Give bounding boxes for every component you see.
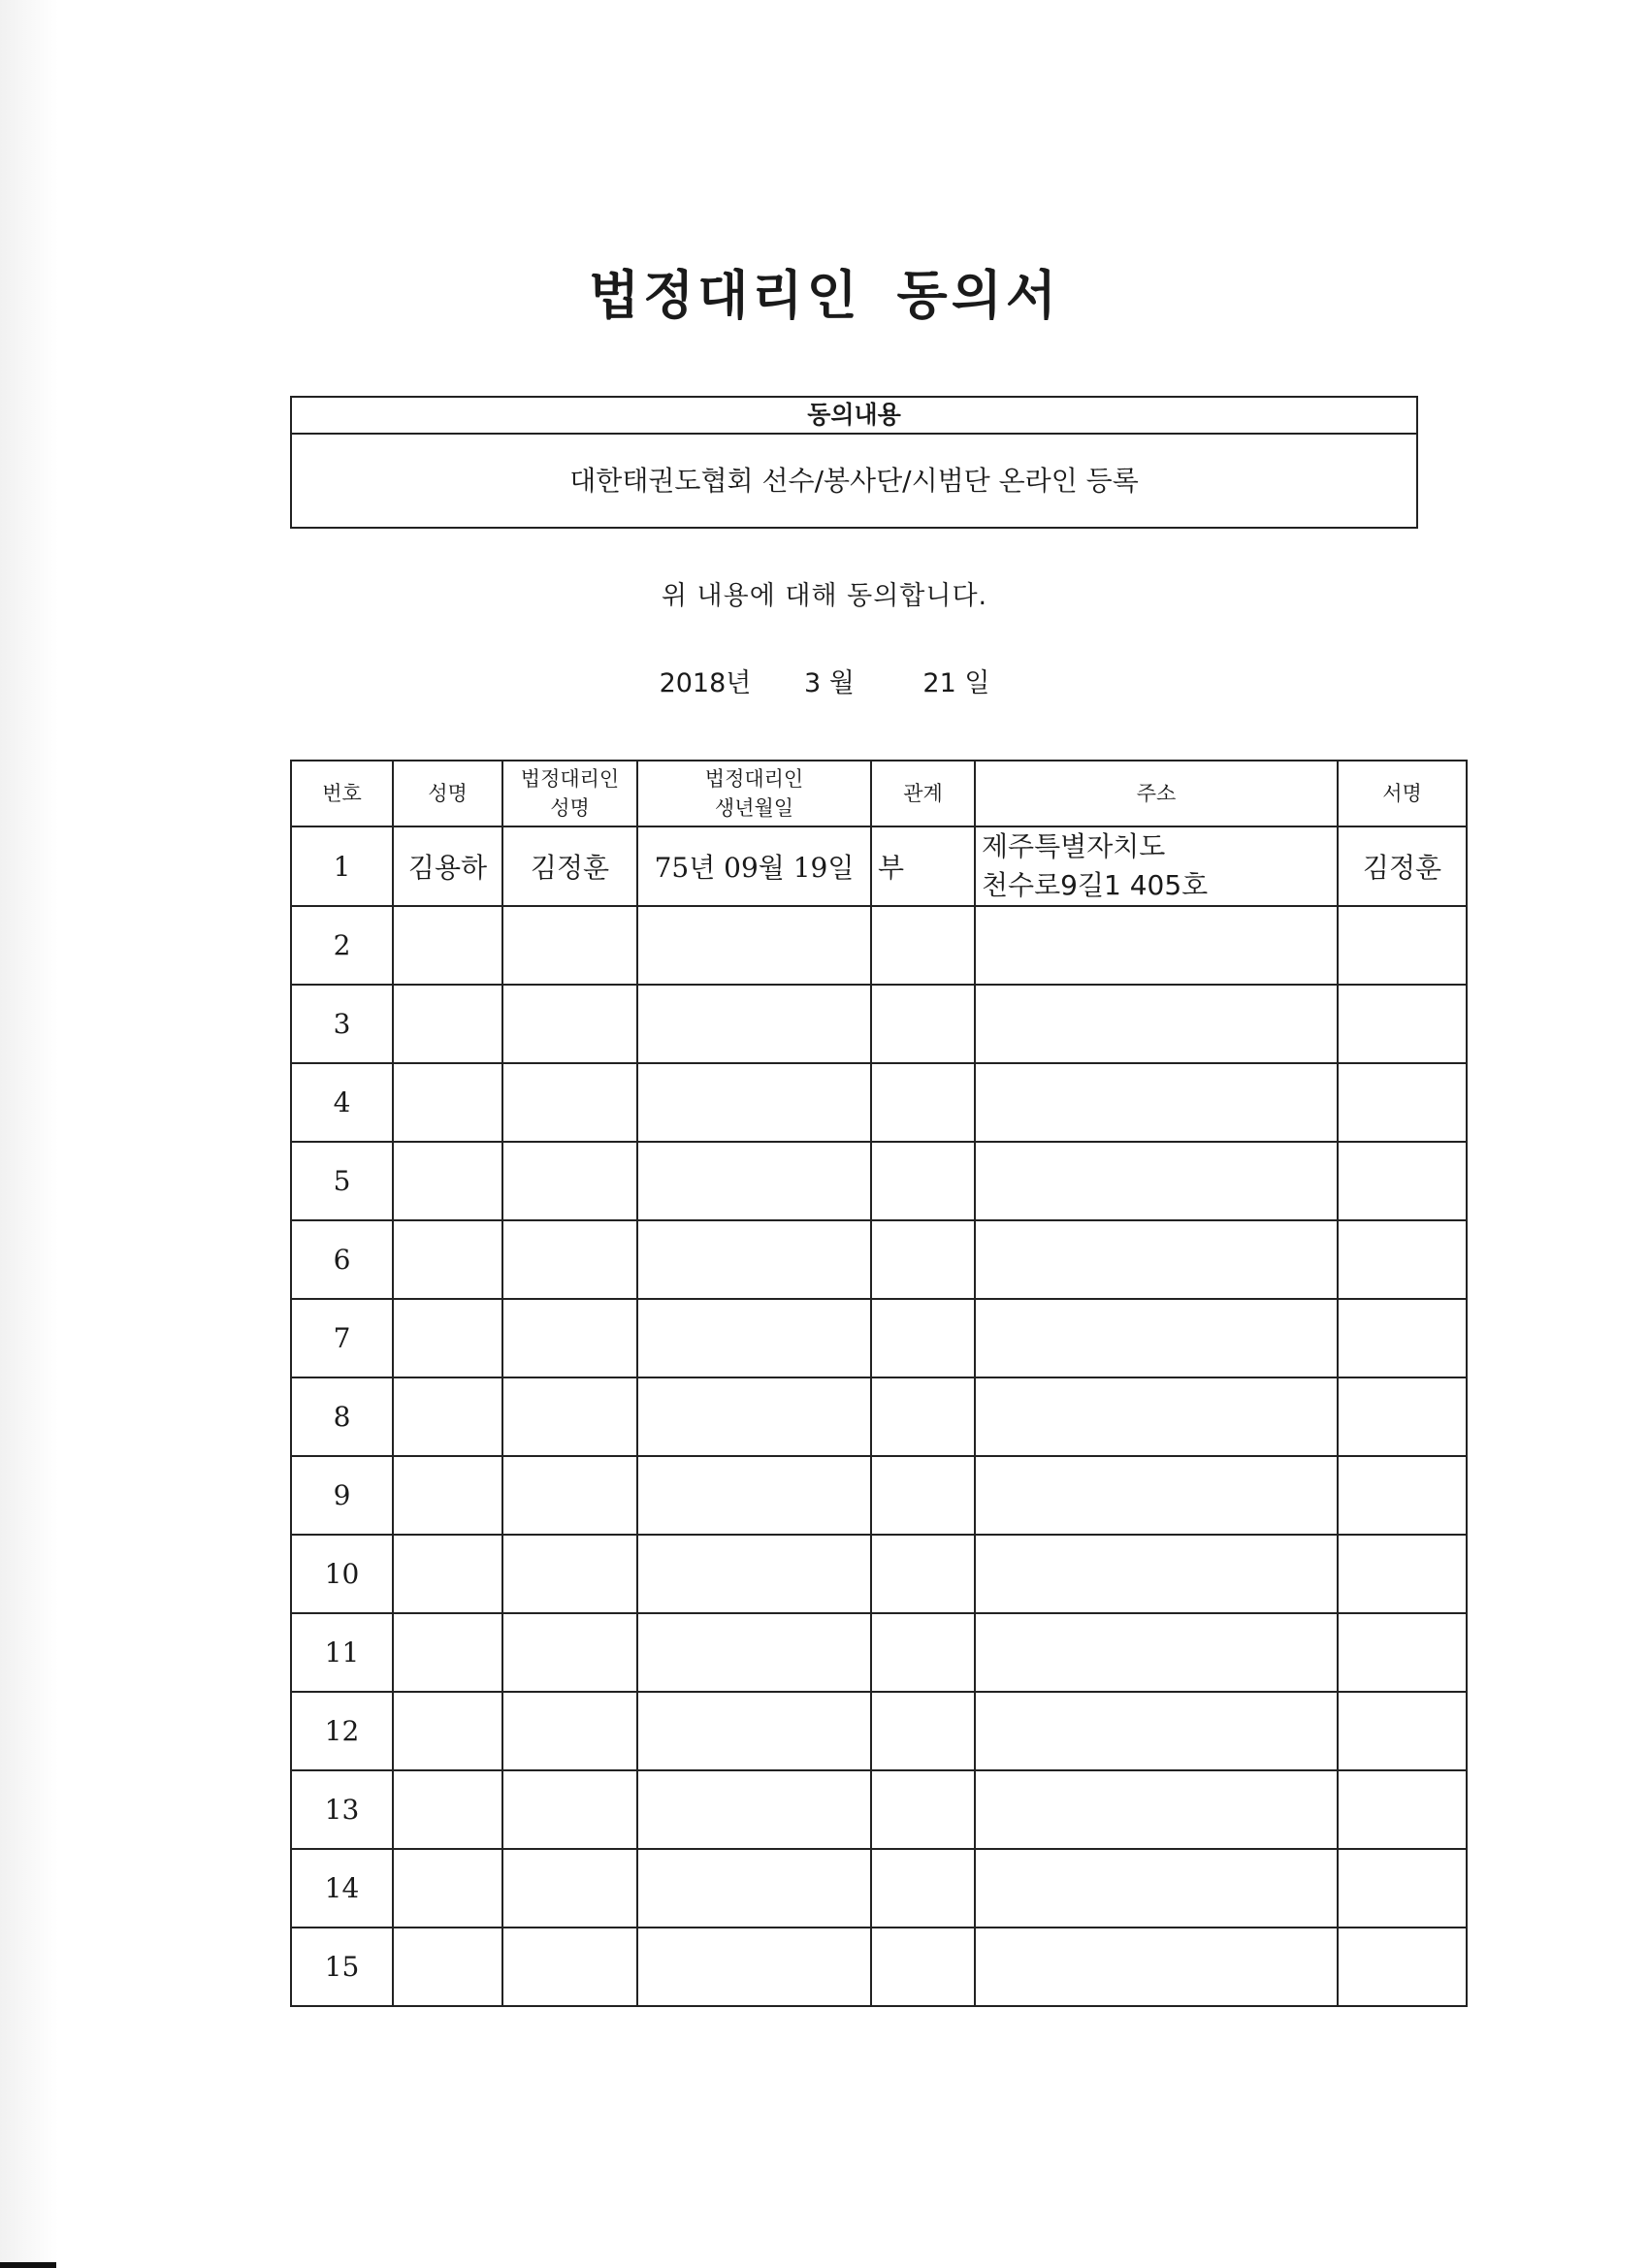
table-row xyxy=(291,1928,1467,2006)
cell-guardian-name xyxy=(502,1220,637,1299)
header-number: 번호 xyxy=(291,761,393,826)
header-address: 주소 xyxy=(975,761,1338,826)
table-row xyxy=(291,1770,1467,1849)
header-guardian-birth xyxy=(637,761,871,826)
cell-number: 9 xyxy=(291,1456,393,1535)
date-line xyxy=(0,662,1649,699)
cell-guardian-name xyxy=(502,1535,637,1613)
cell-name xyxy=(393,1299,502,1377)
cell-relation xyxy=(871,1456,975,1535)
cell-name xyxy=(393,1220,502,1299)
cell-name xyxy=(393,1770,502,1849)
cell-relation xyxy=(871,1299,975,1377)
cell-name xyxy=(393,985,502,1063)
cell-guardian-birth xyxy=(637,1299,871,1377)
cell-address xyxy=(975,906,1338,985)
cell-number: 5 xyxy=(291,1142,393,1220)
cell-name xyxy=(393,1613,502,1692)
cell-number: 14 xyxy=(291,1849,393,1928)
table-row xyxy=(291,1692,1467,1770)
cell-signature: 김정훈 xyxy=(1338,826,1467,906)
agree-statement: 위 내용에 대해 동의합니다. xyxy=(661,581,988,611)
cell-guardian-birth xyxy=(637,1613,871,1692)
cell-signature xyxy=(1338,1299,1467,1377)
table-row xyxy=(291,1220,1467,1299)
date-day: 21 일 xyxy=(922,668,990,698)
table-row xyxy=(291,1377,1467,1456)
cell-guardian-name xyxy=(502,1613,637,1692)
cell-number: 6 xyxy=(291,1220,393,1299)
consent-box xyxy=(290,396,1418,529)
cell-guardian-name xyxy=(502,985,637,1063)
cell-signature xyxy=(1338,1928,1467,2006)
cell-guardian-birth xyxy=(637,1535,871,1613)
cell-name xyxy=(393,1377,502,1456)
cell-guardian-name xyxy=(502,1770,637,1849)
cell-address xyxy=(975,826,1338,906)
cell-guardian-birth xyxy=(637,1377,871,1456)
cell-guardian-name xyxy=(502,1299,637,1377)
header-guardian-name-line1: 법정대리인 xyxy=(520,767,620,791)
cell-relation xyxy=(871,1220,975,1299)
table-row xyxy=(291,1142,1467,1220)
header-guardian-birth-line1: 법정대리인 xyxy=(704,767,804,791)
cell-address xyxy=(975,1142,1338,1220)
cell-name xyxy=(393,1142,502,1220)
cell-guardian-birth xyxy=(637,985,871,1063)
cell-relation xyxy=(871,1928,975,2006)
cell-name xyxy=(393,1535,502,1613)
table-row xyxy=(291,1849,1467,1928)
cell-guardian-name xyxy=(502,1692,637,1770)
cell-relation xyxy=(871,1613,975,1692)
header-name: 성명 xyxy=(393,761,502,826)
cell-name xyxy=(393,906,502,985)
header-signature: 서명 xyxy=(1338,761,1467,826)
cell-number: 11 xyxy=(291,1613,393,1692)
cell-name xyxy=(393,1456,502,1535)
cell-relation xyxy=(871,985,975,1063)
cell-address xyxy=(975,1613,1338,1692)
cell-relation xyxy=(871,1849,975,1928)
cell-address xyxy=(975,985,1338,1063)
cell-signature xyxy=(1338,985,1467,1063)
header-relation: 관계 xyxy=(871,761,975,826)
cell-guardian-name: 김정훈 xyxy=(502,826,637,906)
cell-address xyxy=(975,1692,1338,1770)
cell-number: 1 xyxy=(291,826,393,906)
cell-number: 4 xyxy=(291,1063,393,1142)
cell-guardian-birth xyxy=(637,1063,871,1142)
cell-address xyxy=(975,1299,1338,1377)
cell-address xyxy=(975,1928,1338,2006)
cell-guardian-birth xyxy=(637,1142,871,1220)
cell-signature xyxy=(1338,1142,1467,1220)
cell-relation xyxy=(871,906,975,985)
cell-signature xyxy=(1338,1535,1467,1613)
cell-number: 8 xyxy=(291,1377,393,1456)
cell-signature xyxy=(1338,1770,1467,1849)
cell-guardian-birth xyxy=(637,1220,871,1299)
cell-signature xyxy=(1338,1220,1467,1299)
cell-name xyxy=(393,1928,502,2006)
cell-guardian-birth xyxy=(637,1849,871,1928)
table-row xyxy=(291,985,1467,1063)
cell-address xyxy=(975,1456,1338,1535)
cell-number: 13 xyxy=(291,1770,393,1849)
consent-header: 동의내용 xyxy=(292,398,1416,435)
cell-signature xyxy=(1338,1377,1467,1456)
cell-relation xyxy=(871,1377,975,1456)
guardian-table xyxy=(290,760,1468,2007)
cell-address xyxy=(975,1770,1338,1849)
table-row xyxy=(291,1613,1467,1692)
cell-guardian-birth xyxy=(637,1692,871,1770)
cell-number: 7 xyxy=(291,1299,393,1377)
scan-edge-shadow xyxy=(0,0,58,2268)
cell-address xyxy=(975,1535,1338,1613)
cell-number: 3 xyxy=(291,985,393,1063)
cell-guardian-name xyxy=(502,1063,637,1142)
cell-signature xyxy=(1338,1613,1467,1692)
cell-signature xyxy=(1338,1063,1467,1142)
table-row xyxy=(291,1456,1467,1535)
date-month: 3 월 xyxy=(803,668,855,698)
consent-body: 대한태권도협회 선수/봉사단/시범단 온라인 등록 xyxy=(569,465,1139,497)
cell-address xyxy=(975,1063,1338,1142)
cell-guardian-name xyxy=(502,1928,637,2006)
header-guardian-name xyxy=(502,761,637,826)
address-line1: 제주특별자치도 xyxy=(982,830,1166,862)
cell-number: 2 xyxy=(291,906,393,985)
cell-address xyxy=(975,1849,1338,1928)
cell-signature xyxy=(1338,1456,1467,1535)
cell-signature xyxy=(1338,1692,1467,1770)
cell-address xyxy=(975,1220,1338,1299)
cell-guardian-birth xyxy=(637,1456,871,1535)
table-row xyxy=(291,826,1467,906)
cell-number: 10 xyxy=(291,1535,393,1613)
scan-corner-mark xyxy=(0,2262,56,2268)
cell-relation xyxy=(871,1535,975,1613)
table-row xyxy=(291,1063,1467,1142)
cell-signature xyxy=(1338,1849,1467,1928)
cell-name xyxy=(393,1692,502,1770)
cell-name: 김용하 xyxy=(393,826,502,906)
table-header-row xyxy=(291,761,1467,826)
header-guardian-birth-line2: 생년월일 xyxy=(714,796,794,820)
cell-guardian-name xyxy=(502,1456,637,1535)
cell-relation xyxy=(871,1692,975,1770)
header-guardian-name-line2: 성명 xyxy=(550,796,590,820)
cell-guardian-birth: 75년 09월 19일 xyxy=(637,826,871,906)
table-row xyxy=(291,1535,1467,1613)
table-row xyxy=(291,1299,1467,1377)
cell-address xyxy=(975,1377,1338,1456)
cell-guardian-name xyxy=(502,906,637,985)
cell-guardian-name xyxy=(502,1142,637,1220)
cell-name xyxy=(393,1849,502,1928)
cell-guardian-birth xyxy=(637,1770,871,1849)
cell-signature xyxy=(1338,906,1467,985)
cell-number: 12 xyxy=(291,1692,393,1770)
cell-guardian-birth xyxy=(637,906,871,985)
cell-guardian-name xyxy=(502,1849,637,1928)
cell-relation xyxy=(871,1770,975,1849)
cell-relation xyxy=(871,1142,975,1220)
cell-relation xyxy=(871,1063,975,1142)
cell-guardian-birth xyxy=(637,1928,871,2006)
date-year: 2018년 xyxy=(659,668,752,698)
cell-guardian-name xyxy=(502,1377,637,1456)
address-line2: 천수로9길1 405호 xyxy=(982,869,1209,901)
table-row xyxy=(291,906,1467,985)
page-title: 법정대리인 동의서 xyxy=(588,265,1061,326)
cell-number: 15 xyxy=(291,1928,393,2006)
cell-name xyxy=(393,1063,502,1142)
cell-relation: 부 xyxy=(871,826,975,906)
